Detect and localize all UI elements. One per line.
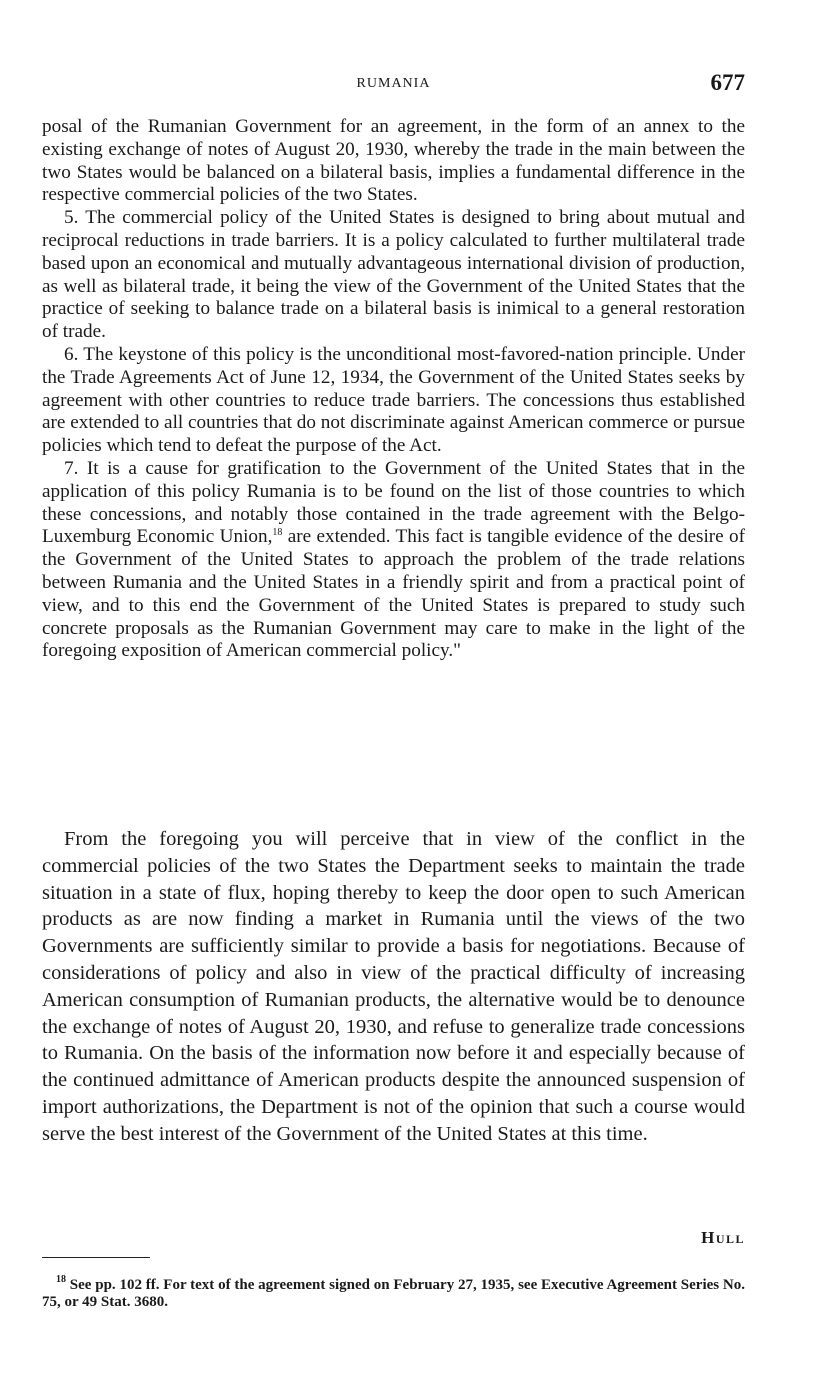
- quoted-note-text: [42, 116, 745, 663]
- footnote-reference[interactable]: 18: [272, 527, 283, 539]
- paragraph-7-text-before-ref: 7. It is a cause for gratification to the Government of the United States that in the application of this policy Rumania is to be found on the list of those countries to which these concessions, and notably those contained in the trade agreement with the Belgo-Luxemburg Economic Union,: [42, 457, 745, 548]
- footnote-text: See pp. 102 ff. For text of the agreement signed on February 27, 1935, see Executive Agreement Series No. 75, or 49 Stat. 3680.: [42, 1277, 745, 1310]
- running-head: [42, 72, 745, 98]
- footnote-divider: [42, 1257, 150, 1258]
- footnote-18: [42, 1274, 745, 1311]
- quoted-paragraph-6: 6. The keystone of this policy is the unconditional most-favored-nation principle. Under the Trade Agreements Act of June 12, 1934, the Government of the United States seeks by agreement with other countries to reduce trade barriers. The concessions thus established are extended to all countries that do not discriminate against American commerce or pursue policies which tend to defeat the purpose of the Act.: [42, 343, 745, 457]
- signature: Hull: [701, 1228, 745, 1247]
- paragraph-7-text-after-ref: are extended. This fact is tangible evidence of the desire of the Government of the United States to approach the problem of the trade relations between Rumania and the United States in a friendly spirit and from a practical point of view, and to this end the Government of the United States is prepared to study such concrete proposals as the Rumanian Government may care to make in the light of the foregoing exposition of American commercial policy.": [42, 526, 745, 662]
- page-number: 677: [710, 70, 745, 95]
- quoted-paragraph-7: [42, 458, 745, 663]
- footnote: [42, 1274, 745, 1311]
- quoted-paragraph-continuation: posal of the Rumanian Government for an agreement, in the form of an annex to the existing exchange of notes of August 20, 1930, whereby the trade in the main between the two States would be balanced on a bilateral basis, implies a fundamental difference in the respective commercial policies of the two States.: [42, 116, 745, 206]
- quoted-paragraph-5: 5. The commercial policy of the United States is designed to bring about mutual and reciprocal reductions in trade barriers. It is a policy calculated to further multilateral trade based upon an economical and mutually advantageous international division of production, as well as bilateral trade, it being the view of the Government of the United States that the practice of seeking to balance trade on a bilateral basis is inimical to a general restoration of trade.: [42, 207, 745, 343]
- instruction-body: [42, 826, 745, 1148]
- footnote-marker: 18: [56, 1274, 66, 1285]
- body-paragraph: From the foregoing you will perceive that in view of the conflict in the commercial policies of the two States the Department seeks to maintain the trade situation in a state of flux, hoping thereby to keep the door open to such American products as are now finding a market in Rumania until the views of the two Governments are sufficiently similar to provide a basis for negotiations. Because of considerations of policy and also in view of the practical difficulty of increasing American consumption of Rumanian products, the alternative would be to denounce the exchange of notes of August 20, 1930, and refuse to generalize trade concessions to Rumania. On the basis of the information now before it and especially because of the continued admittance of American products despite the announced suspension of import authorizations, the Department is not of the opinion that such a course would serve the best interest of the Government of the United States at this time.: [42, 828, 745, 1145]
- running-title: RUMANIA: [356, 76, 431, 91]
